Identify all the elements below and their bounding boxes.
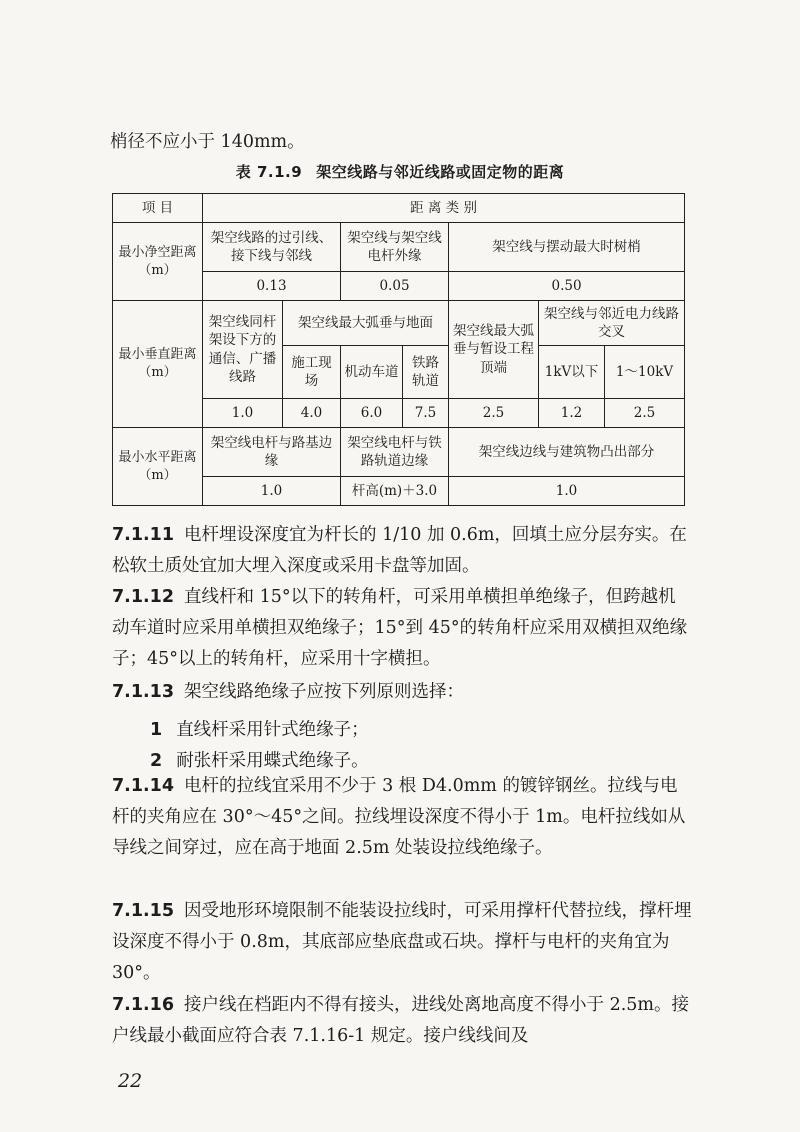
paragraph-7-1-15 [112, 896, 692, 989]
table-cell: 架空线路的过引线、接下线与邻线 [203, 223, 341, 272]
table-cell: 0.50 [449, 272, 685, 301]
table-cell: 架空线电杆与路基边缘 [203, 428, 341, 477]
clause-number: 7.1.12 [112, 587, 175, 607]
table-cell: 架空线与邻近电力线路交叉 [539, 301, 685, 346]
paragraph-text: 电杆埋设深度宜为杆长的 1/10 加 0.6m，回填土应分层夯实。在松软土质处宜加大埋入深度或采用卡盘等加固。 [112, 525, 687, 576]
table-cell: 1.0 [449, 477, 685, 506]
clause-number: 7.1.13 [112, 682, 175, 702]
table-cell: 1.0 [203, 399, 283, 428]
table-cell: 机动车道 [341, 346, 403, 399]
table-cell: 2.5 [449, 399, 539, 428]
header-item: 项 目 [113, 194, 203, 223]
clause-number: 7.1.14 [112, 776, 175, 796]
table-cell: 1.2 [539, 399, 605, 428]
paragraph-7-1-16 [112, 990, 692, 1052]
intro-text: 梢径不应小于 140mm。 [110, 132, 305, 152]
table-cell: 架空线与架空线电杆外缘 [341, 223, 449, 272]
table-cell: 1kV以下 [539, 346, 605, 399]
list-item [150, 747, 369, 772]
table-cell: 铁路轨道 [403, 346, 449, 399]
list-item-text: 耐张杆采用蝶式绝缘子。 [176, 751, 369, 771]
header-category: 距 离 类 别 [203, 194, 685, 223]
table-number: 表 7.1.9 [235, 163, 303, 181]
paragraph-text: 接户线在档距内不得有接头，进线处离地高度不得小于 2.5m。接户线最小截面应符合表 7.1.16-1 规定。接户线线间及 [112, 995, 690, 1046]
table-cell: 架空线边线与建筑物凸出部分 [449, 428, 685, 477]
paragraph-text: 电杆的拉线宜采用不少于 3 根 D4.0mm 的镀锌钢丝。拉线与电杆的夹角应在 30°～45°之间。拉线埋设深度不得小于 1m。电杆拉线如从导线之间穿过，应在高于地面 2.5m 处装设拉线绝缘子。 [112, 776, 686, 858]
table-cell: 4.0 [283, 399, 341, 428]
table-cell: 架空线最大弧垂与暂设工程顶端 [449, 301, 539, 399]
row-label-vertical: 最小垂直距离（m） [113, 301, 203, 428]
clause-number: 7.1.16 [112, 995, 175, 1015]
table-cell: 7.5 [403, 399, 449, 428]
distance-table [112, 193, 685, 506]
paragraph-text: 架空线路绝缘子应按下列原则选择： [184, 682, 465, 702]
clause-number: 7.1.15 [112, 901, 175, 921]
table-cell: 1～10kV [605, 346, 685, 399]
paragraph-text: 直线杆和 15°以下的转角杆，可采用单横担单绝缘子，但跨越机动车道时应采用单横担双绝缘子；15°到 45°的转角杆应采用双横担双绝缘子；45°以上的转角杆，应采用十字横担。 [112, 587, 688, 669]
table-cell: 1.0 [203, 477, 341, 506]
table-cell: 架空线同杆架设下方的通信、广播线路 [203, 301, 283, 399]
table-cell: 架空线电杆与铁路轨道边缘 [341, 428, 449, 477]
list-item-number: 1 [150, 720, 163, 740]
table-cell: 架空线最大弧垂与地面 [283, 301, 449, 346]
table-cell: 杆高(m)＋3.0 [341, 477, 449, 506]
table-caption [0, 161, 800, 182]
paragraph-7-1-12 [112, 582, 692, 675]
paragraph-7-1-13 [112, 677, 692, 708]
paragraph-7-1-11 [112, 520, 692, 582]
page-number: 22 [118, 1070, 143, 1092]
list-item-number: 2 [150, 751, 163, 771]
list-item-text: 直线杆采用针式绝缘子； [176, 720, 369, 740]
clause-number: 7.1.11 [112, 525, 175, 545]
list-item [150, 716, 369, 741]
table-cell: 6.0 [341, 399, 403, 428]
row-label-clearance: 最小净空距离（m） [113, 223, 203, 301]
table-cell: 2.5 [605, 399, 685, 428]
table-cell: 架空线与摆动最大时树梢 [449, 223, 685, 272]
paragraph-7-1-14 [112, 771, 692, 864]
table-cell: 施工现场 [283, 346, 341, 399]
paragraph-text: 因受地形环境限制不能装设拉线时，可采用撑杆代替拉线，撑杆埋设深度不得小于 0.8m，其底部应垫底盘或石块。撑杆与电杆的夹角宜为 30°。 [112, 901, 692, 983]
row-label-horizontal: 最小水平距离（m） [113, 428, 203, 506]
table-title: 架空线路与邻近线路或固定物的距离 [316, 163, 565, 181]
table-cell: 0.05 [341, 272, 449, 301]
table-cell: 0.13 [203, 272, 341, 301]
